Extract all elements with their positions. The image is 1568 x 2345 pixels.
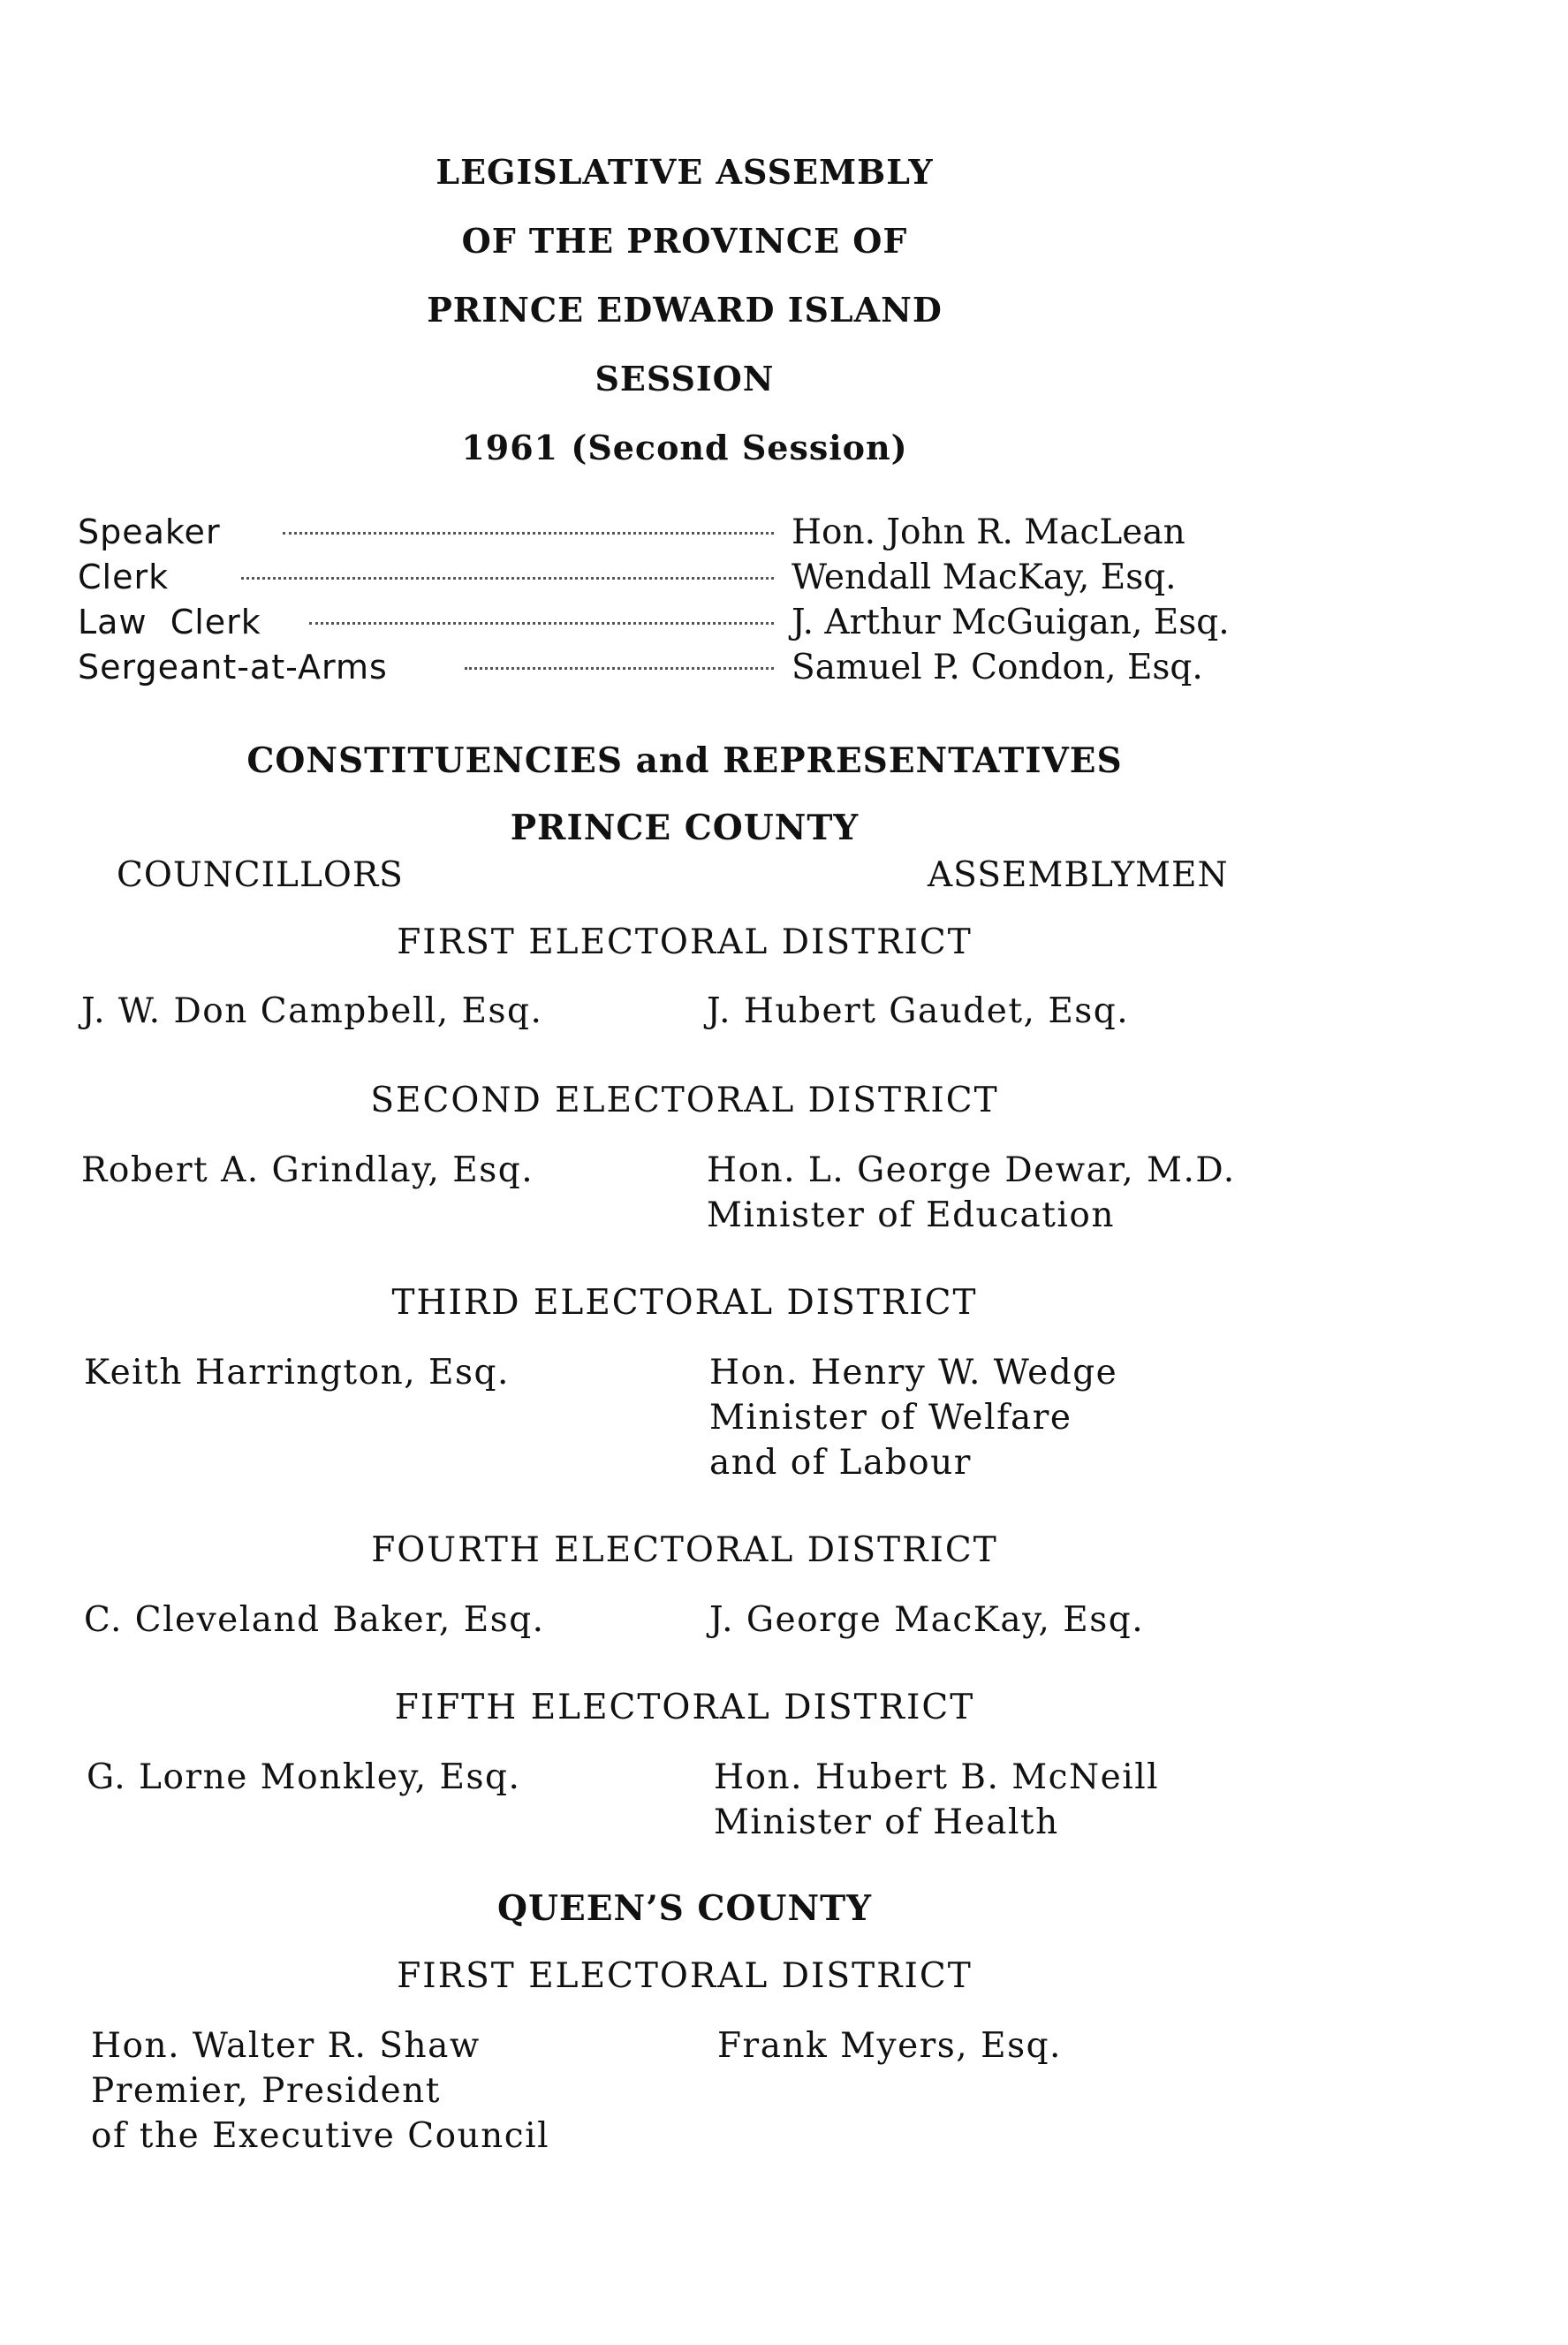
councillor-entry [81,1148,534,1193]
district-heading: SECOND ELECTORAL DISTRICT [370,1081,999,1120]
assemblyman-name: J. Hubert Gaudet, Esq. [707,991,1130,1031]
officer-role: Speaker [78,512,221,551]
councillor-name: Keith Harrington, Esq. [84,1353,510,1393]
councillor-name: G. Lorne Monkley, Esq. [87,1757,521,1797]
district-heading: FIRST ELECTORAL DISTRICT [397,1956,973,1996]
officer-name: J. Arthur McGuigan, Esq. [792,603,1230,642]
assemblyman-entry [714,1755,1159,1845]
councillor-entry [91,2023,549,2159]
assemblyman-entry [709,1597,1144,1643]
assemblyman-entry [707,989,1129,1034]
councillor-entry [87,1755,520,1800]
district-heading: FOURTH ELECTORAL DISTRICT [371,1530,998,1570]
header-line-3: PRINCE EDWARD ISLAND [427,290,943,330]
councillor-title: of the Executive Council [91,2116,550,2156]
assemblyman-name: Hon. L. George Dewar, M.D. [707,1150,1236,1190]
assemblyman-title: Minister of Welfare [709,1398,1072,1438]
officer-row [78,603,1261,648]
officer-name: Samuel P. Condon, Esq. [792,648,1203,687]
assemblymen-header: ASSEMBLYMEN [928,855,1229,895]
leader-dots [309,622,774,625]
leader-dots [465,667,774,670]
councillors-header: COUNCILLORS [117,855,404,895]
officer-role: Law Clerk [78,603,261,641]
assemblyman-entry [709,1350,1117,1485]
header-line-1: LEGISLATIVE ASSEMBLY [436,152,934,192]
councillor-name: Hon. Walter R. Shaw [91,2026,481,2066]
assemblyman-name: Hon. Henry W. Wedge [709,1353,1118,1393]
councillor-name: Robert A. Grindlay, Esq. [81,1150,534,1190]
officer-row [78,512,1261,558]
assemblyman-title: and of Labour [709,1443,972,1483]
councillor-title: Premier, President [91,2071,441,2111]
county-title-queens: QUEEN’S COUNTY [497,1888,872,1929]
officer-row [78,648,1261,693]
leader-dots [241,577,774,580]
assemblyman-entry [707,1148,1236,1238]
assemblyman-name: Frank Myers, Esq. [717,2026,1062,2066]
assemblyman-name: J. George MacKay, Esq. [709,1600,1145,1640]
header-line-4: SESSION [595,359,775,398]
councillor-name: J. W. Don Campbell, Esq. [81,991,543,1031]
header-line-5: 1961 (Second Session) [461,428,908,467]
assemblyman-entry [717,2023,1062,2068]
councillor-name: C. Cleveland Baker, Esq. [84,1600,545,1640]
councillor-entry [84,1597,545,1643]
county-title-prince: PRINCE COUNTY [510,808,860,848]
officer-name: Hon. John R. MacLean [792,512,1185,552]
councillor-entry [84,1350,510,1395]
officer-role: Sergeant-at-Arms [78,648,388,687]
councillor-entry [81,989,542,1034]
assemblyman-name: Hon. Hubert B. McNeill [714,1757,1160,1797]
district-heading: FIRST ELECTORAL DISTRICT [397,922,973,962]
officer-row [78,558,1261,603]
assemblyman-title: Minister of Health [714,1802,1059,1842]
section-title: CONSTITUENCIES and REPRESENTATIVES [246,740,1123,781]
header-line-2: OF THE PROVINCE OF [461,221,908,261]
leader-dots [283,532,774,535]
district-heading: FIFTH ELECTORAL DISTRICT [394,1688,975,1727]
officer-name: Wendall MacKay, Esq. [792,558,1177,597]
assemblyman-title: Minister of Education [707,1195,1116,1235]
officer-role: Clerk [78,558,170,596]
officers-list [78,512,1261,693]
district-heading: THIRD ELECTORAL DISTRICT [391,1283,978,1323]
